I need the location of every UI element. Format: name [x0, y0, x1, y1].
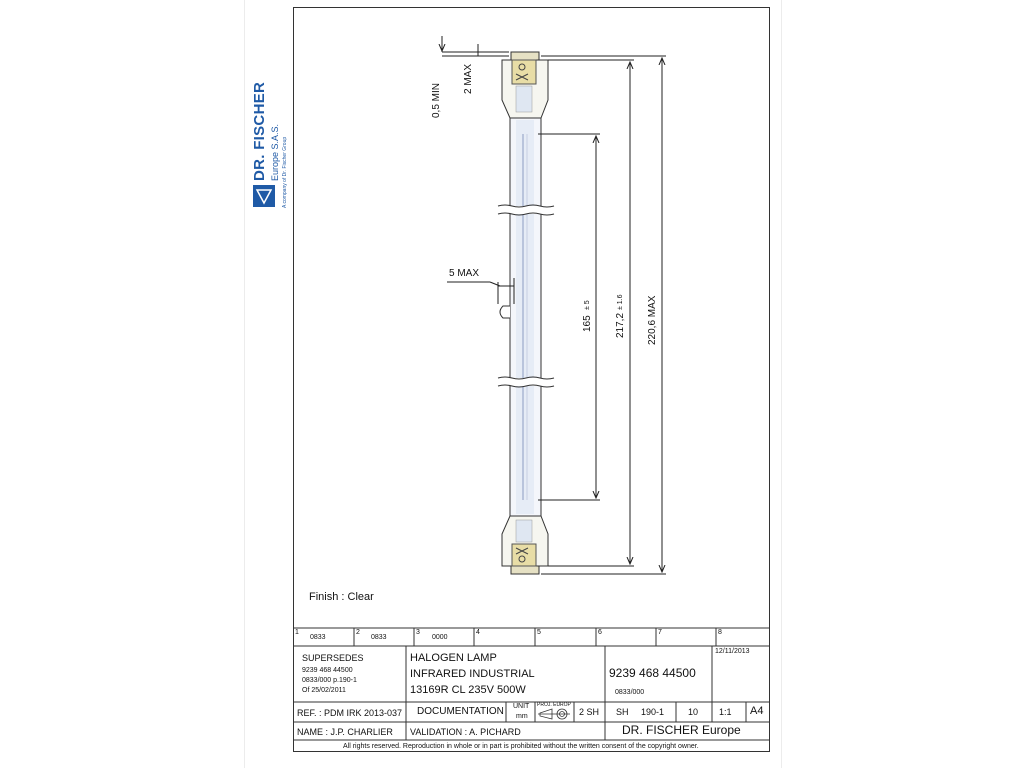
rev-col3-num: 3: [416, 629, 420, 636]
title-line-3: 13169R CL 235V 500W: [410, 684, 526, 696]
dim-max-gap: 2 MAX: [463, 63, 474, 94]
drawn-by: NAME : J.P. CHARLIER: [297, 727, 393, 737]
bottom-end-cap: [502, 516, 548, 574]
supersedes-line-2: 0833/000 p.190-1: [302, 677, 357, 684]
copyright-notice: All rights reserved. Reproduction in whole or in part is prohibited without the written consent of the copyright owner.: [343, 743, 699, 750]
sh-label: SH: [616, 707, 629, 717]
sheets-count: 2 SH: [579, 707, 600, 717]
supersedes-label: SUPERSEDES: [302, 653, 364, 663]
rev-col6-num: 6: [598, 629, 602, 636]
validated-by: VALIDATION : A. PICHARD: [410, 727, 521, 737]
supersedes-line-3: Of 25/02/2011: [302, 687, 346, 694]
paper-format: A4: [750, 705, 764, 717]
logo-tagline: A company of Dr. Fischer Group: [282, 136, 288, 208]
dim-offset: 5 MAX: [449, 268, 480, 279]
unit-value: mm: [516, 713, 528, 720]
dimension-lines: [442, 36, 666, 574]
reference: REF. : PDM IRK 2013-037: [297, 708, 403, 718]
sheet-ten: 10: [688, 707, 699, 717]
dim-filament-tol: ± 5: [584, 300, 591, 310]
unit-label: UNIT: [513, 703, 530, 710]
logo-title: DR. FISCHER: [251, 81, 268, 181]
top-end-cap: [502, 52, 548, 118]
logo-subtitle: Europe S.A.S.: [270, 123, 280, 181]
drawing-date: 12/11/2013: [715, 648, 750, 655]
company-name: DR. FISCHER Europe: [622, 723, 741, 737]
projection-label: PROJ. EUROP: [537, 702, 571, 708]
rev-col4-num: 4: [476, 629, 480, 636]
scale: 1:1: [719, 707, 732, 717]
part-sub-number: 0833/000: [615, 689, 645, 696]
dimension-arrows: [442, 44, 662, 572]
rev-col1-num: 1: [295, 629, 299, 636]
rev-col3-val: 0000: [432, 634, 448, 641]
dim-min-gap: 0,5 MIN: [431, 82, 442, 118]
title-line-2: INFRARED INDUSTRIAL: [410, 668, 535, 680]
rev-col5-num: 5: [537, 629, 541, 636]
rev-col2-val: 0833: [371, 634, 387, 641]
documentation-label: DOCUMENTATION: [417, 706, 504, 717]
part-number: 9239 468 44500: [609, 666, 696, 680]
projection-symbol-icon: [538, 709, 570, 719]
dim-overall: 220,6 MAX: [647, 295, 658, 345]
dim-length-tol: ± 1.6: [617, 294, 624, 310]
finish-note: Finish : Clear: [309, 591, 374, 603]
dim-filament: 165: [582, 315, 593, 332]
rev-col2-num: 2: [356, 629, 360, 636]
sh-value: 190-1: [641, 707, 665, 717]
rev-col8-num: 8: [718, 629, 722, 636]
supersedes-line-1: 9239 468 44500: [302, 667, 353, 674]
lamp-tube: [498, 118, 554, 516]
rev-col1-val: 0833: [310, 634, 326, 641]
rev-col7-num: 7: [658, 629, 662, 636]
dim-length: 217,2: [615, 312, 626, 338]
title-line-1: HALOGEN LAMP: [410, 652, 497, 664]
